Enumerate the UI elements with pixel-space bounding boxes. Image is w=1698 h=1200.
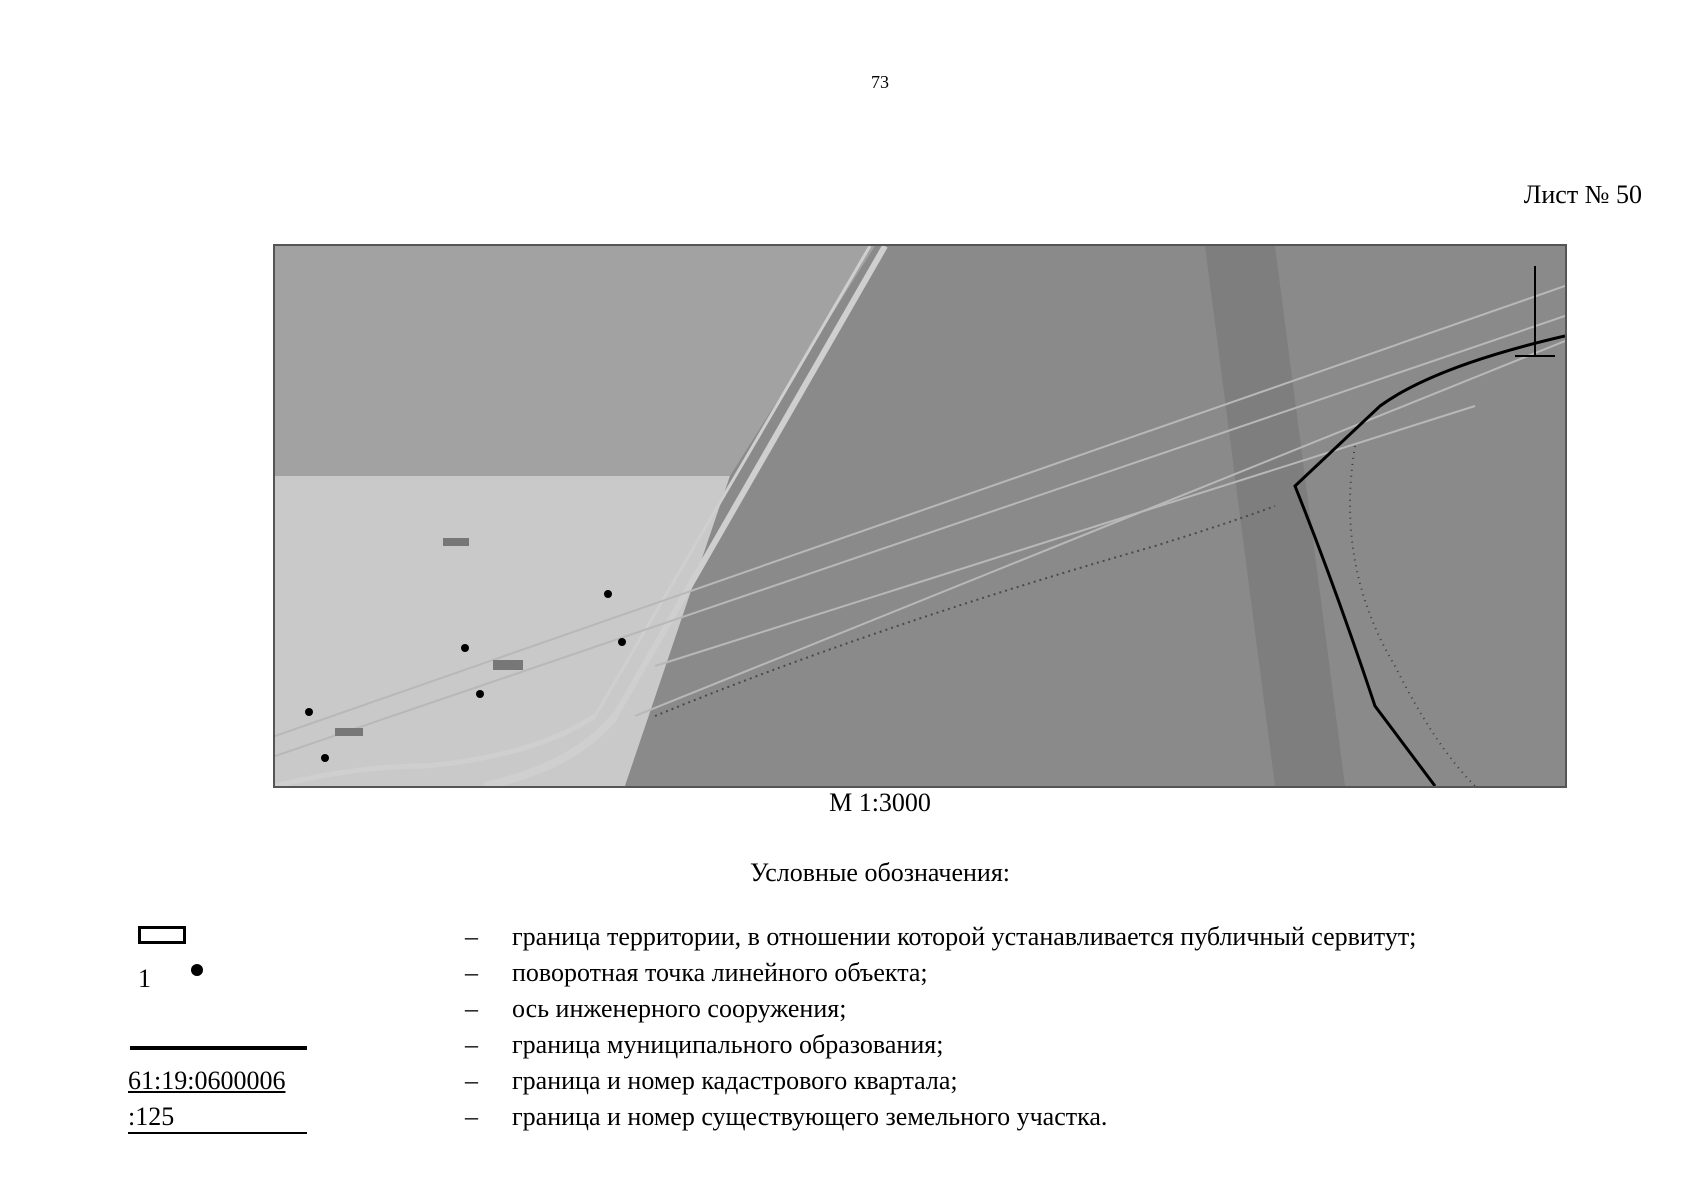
legend-dash: –: [465, 1030, 478, 1059]
legend-text: поворотная точка линейного объекта;: [512, 958, 928, 987]
page-number: 73: [871, 72, 889, 92]
legend-item-turning-point: [0, 958, 1698, 994]
turning-point: [618, 638, 626, 646]
turning-point-number: 1: [138, 964, 151, 993]
building: [443, 538, 469, 546]
legend-text: граница и номер существующего земельного участка.: [512, 1102, 1108, 1131]
legend-title: Условные обозначения:: [749, 858, 1011, 887]
cadastral-block-number: 61:19:0600006: [128, 1066, 286, 1095]
building: [493, 660, 523, 670]
legend-text: ось инженерного сооружения;: [512, 994, 847, 1023]
sheet-label: Лист № 50: [1523, 180, 1642, 209]
map-scale: М 1:3000: [829, 788, 931, 817]
legend-dash: –: [465, 958, 478, 987]
legend-item-cadastral-block: [0, 1066, 1698, 1102]
legend-item-structure-axis: [0, 994, 1698, 1030]
turning-point: [461, 644, 469, 652]
legend-dash: –: [465, 994, 478, 1023]
turning-point: [604, 590, 612, 598]
municipal-boundary-symbol: [130, 1046, 307, 1050]
legend-item-servitude-boundary: [0, 922, 1698, 958]
legend-text: граница муниципального образования;: [512, 1030, 944, 1059]
land-plot-number: :125: [128, 1102, 307, 1134]
aerial-photo: [275, 246, 1565, 786]
building: [335, 728, 363, 736]
map-image: [273, 244, 1567, 788]
legend-text: граница территории, в отношении которой устанавливается публичный сервитут;: [512, 922, 1417, 951]
legend-dash: –: [465, 1066, 478, 1095]
turning-point: [305, 708, 313, 716]
legend-dash: –: [465, 1102, 478, 1131]
legend-text: граница и номер кадастрового квартала;: [512, 1066, 958, 1095]
legend-item-municipal-boundary: [0, 1030, 1698, 1066]
legend-dash: –: [465, 922, 478, 951]
legend-item-land-plot: [0, 1102, 1698, 1138]
turning-point: [476, 690, 484, 698]
servitude-boundary-symbol: [138, 926, 186, 944]
turning-point-symbol: [191, 964, 203, 976]
turning-point: [321, 754, 329, 762]
